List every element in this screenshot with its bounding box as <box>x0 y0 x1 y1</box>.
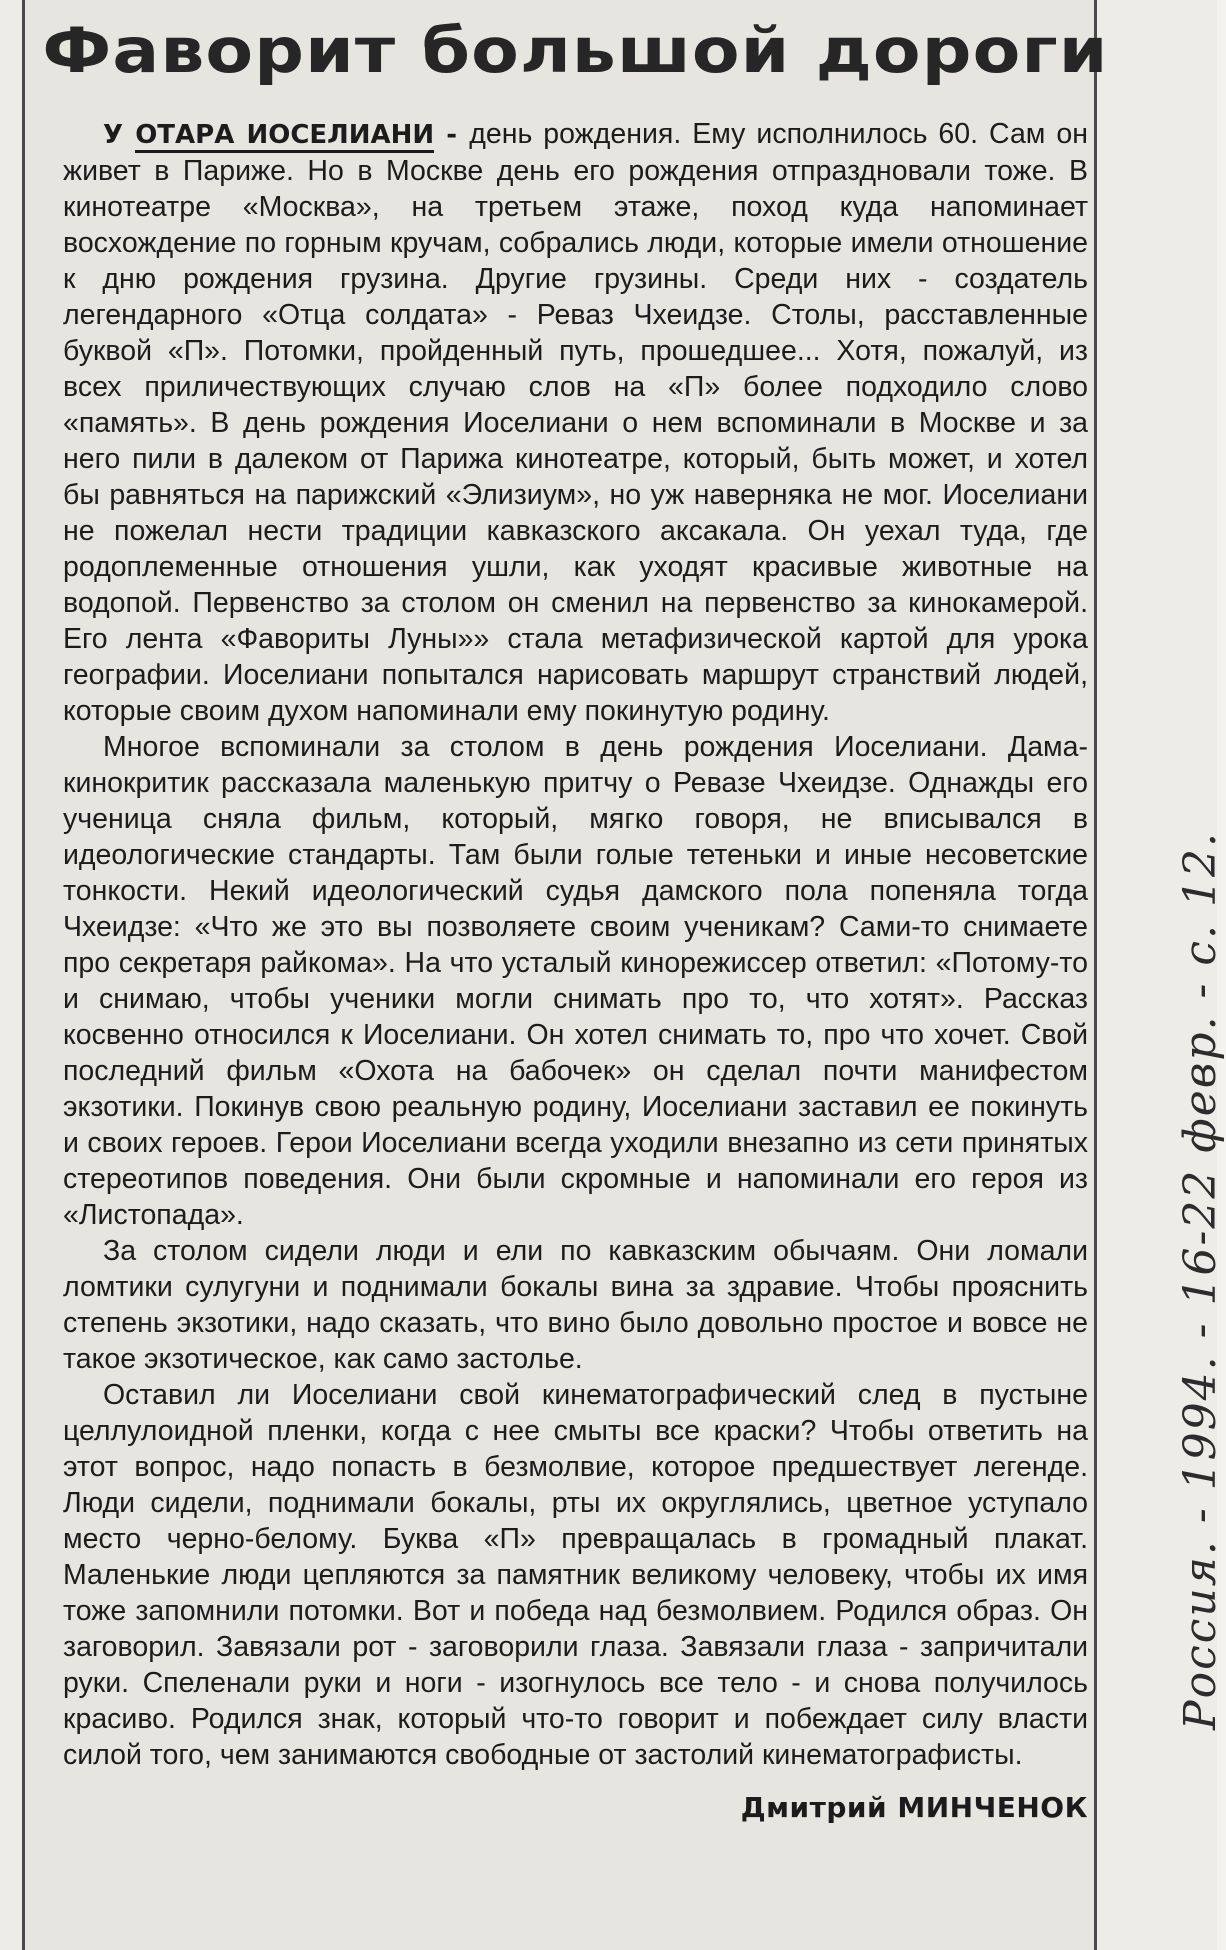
handwritten-source-note: Россия. - 1994. - 16-22 февр. - с. 12. <box>1175 831 1226 1730</box>
lead-name: ОТАРА ИОСЕЛИАНИ <box>135 120 434 153</box>
article-column <box>42 0 1109 1824</box>
lead-prefix: У <box>103 120 136 150</box>
author-signature: Дмитрий МИНЧЕНОК <box>740 1791 1088 1824</box>
article-paragraph: Оставил ли Иоселиани свой кинематографический след в пустыне целлулоидной пленки, когда с нее смыты все краски? Чтобы ответить на этот вопрос, надо попасть в безмолвие, которое предшествует легенде. Люди сидели, поднимали бокалы, рты их округлялись, цветное уступало место черно-белому. Буква «П» превращалась в громадный плакат. Маленькие люди цепляются за памятник великому человеку, чтобы их имя тоже запомнили потомки. Вот и победа над безмолвием. Родился образ. Он заговорил. Завязали рот - заговорили глаза. Завязали глаза - запричитали руки. Спеленали руки и ноги - изогнулось все тело - и снова получилось красиво. Родился знак, который что-то говорит и побеждает силу власти силой того, чем занимаются свободные от застолий кинематографисты. <box>63 1379 1088 1771</box>
article-body <box>63 116 1088 1773</box>
article-paragraph: Многое вспоминали за столом в день рождения Иоселиани. Дама-кинокритик рассказала маленькую притчу о Ревазе Чхеидзе. Однажды его ученица сняла фильм, который, мягко говоря, не вписывался в идеологические стандарты. Там были голые тетеньки и иные несоветские тонкости. Некий идеологический судья дамского пола попеняла тогда Чхеидзе: «Что же это вы позволяете своим ученикам? Сами-то снимаете про секретаря райкома». На что усталый кинорежиссер ответил: «Потому-то и снимаю, чтобы ученики могли снимать про то, что хотят». Рассказ косвенно относился к Иоселиани. Он хотел снимать то, про что хочет. Свой последний фильм «Охота на бабочек» он сделал почти манифестом экзотики. Покинув свою реальную родину, Иоселиани заставил ее покинуть и своих героев. Герои Иоселиани всегда уходили внезапно из сети принятых стереотипов поведения. Они были скромные и напоминали его героя из «Листопада». <box>63 731 1088 1231</box>
article-paragraph: За столом сидели люди и ели по кавказским обычаям. Они ломали ломтики сулугуни и поднимали бокалы вина за здравие. Чтобы прояснить степень экзотики, надо сказать, что вино было довольно простое и вовсе не такое экзотическое, как само застолье. <box>63 1235 1088 1375</box>
article-paragraph <box>63 116 1088 729</box>
article-headline: Фаворит большой дороги <box>42 14 1109 87</box>
lead-dash: - <box>434 120 470 150</box>
paragraph-text: день рождения. Ему исполнилось 60. Сам он живет в Париже. Но в Москве день его рождения отпраздновали тоже. В кинотеатре «Москва», на третьем этаже, поход куда напоминает восхождение по горным кручам, собрались люди, которые имели отношение к дню рождения грузина. Другие грузины. Среди них - создатель легендарного «Отца солдата» - Реваз Чхеидзе. Столы, расставленные буквой «П». Потомки, пройденный путь, прошедшее... Хотя, пожалуй, из всех приличествующих случаю слов на «П» более подходило слово «память». В день рождения Иоселиани о нем вспоминали в Москве и за него пили в далеком от Парижа кинотеатре, который, быть может, и хотел бы равняться на парижский «Элизиум», но уж наверняка не мог. Иоселиани не пожелал нести традиции кавказского аксакала. Он уехал туда, где родоплеменные отношения ушли, как уходят красивые животные на водопой. Первенство за столом он сменил на первенство за кинокамерой. Его лента «Фавориты Луны»» стала метафизической картой для урока географии. Иоселиани попытался нарисовать маршрут странствий людей, которые своим духом напоминали ему покинутую родину. <box>63 118 1088 727</box>
article-paper <box>22 0 1109 1950</box>
